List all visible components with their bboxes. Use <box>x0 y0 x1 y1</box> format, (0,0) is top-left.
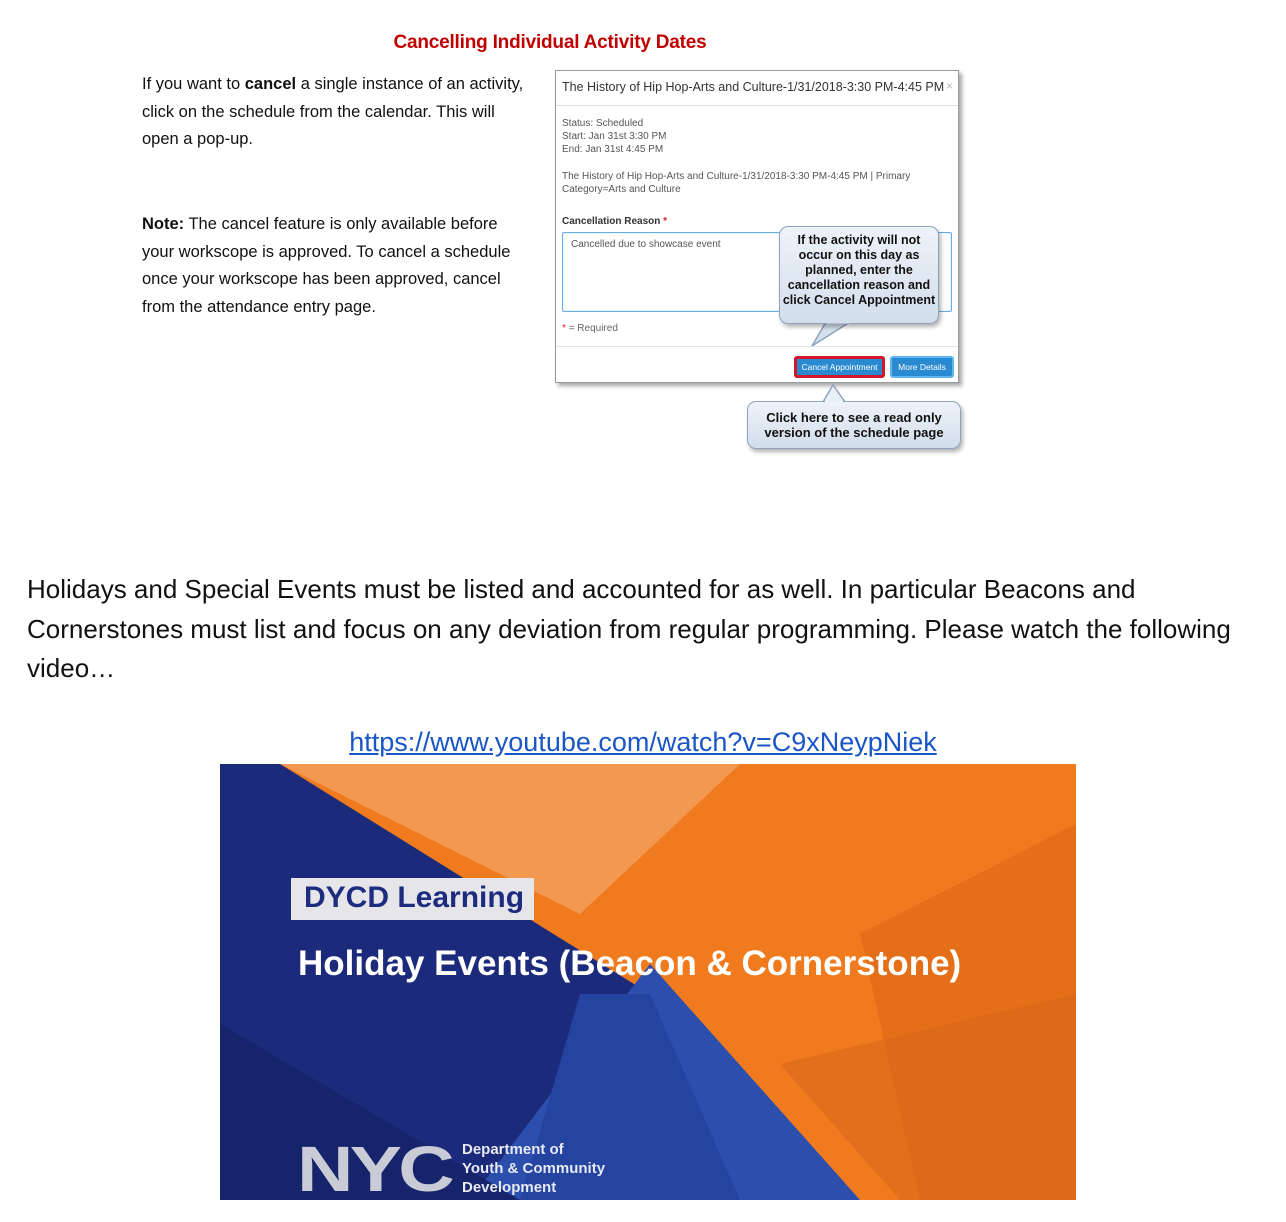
popup-footer-divider <box>556 346 958 347</box>
popup-title: The History of Hip Hop-Arts and Culture-1/31/2018-3:30 PM-4:45 PM <box>562 80 945 94</box>
department-name <box>462 1140 605 1197</box>
required-note-text: = Required <box>568 323 618 334</box>
close-icon[interactable]: × <box>946 79 954 93</box>
note-label: Note: <box>142 215 185 233</box>
required-star: * <box>663 216 668 227</box>
note-text: The cancel feature is only available before your workscope is approved. To cancel a schedule once your workscope has been approved, cancel from the attendance entry page. <box>142 215 511 316</box>
required-note <box>562 323 618 334</box>
activity-description: The History of Hip Hop-Arts and Culture-1/31/2018-3:30 PM-4:45 PM | Primary Category=Arts and Culture <box>562 171 911 195</box>
cancel-appointment-button[interactable]: Cancel Appointment <box>794 356 885 378</box>
status-text: Status: Scheduled <box>562 118 644 129</box>
intro-text-before: If you want to <box>142 75 245 93</box>
dycd-learning-text: DYCD Learning <box>304 881 525 914</box>
cancel-callout: If the activity will not occur on this day as planned, enter the cancellation reason and click Cancel Appointment <box>779 226 939 324</box>
more-details-button[interactable]: More Details <box>890 356 954 378</box>
youtube-video-link[interactable]: https://www.youtube.com/watch?v=C9xNeypNiek <box>349 727 937 757</box>
department-line-2: Youth & Community <box>462 1160 606 1177</box>
reason-label-text: Cancellation Reason <box>562 216 661 227</box>
cancellation-reason-label <box>562 216 667 227</box>
video-title: Holiday Events (Beacon & Cornerstone) <box>298 944 962 983</box>
popup-divider <box>556 105 958 106</box>
department-line-3: Development <box>462 1179 557 1196</box>
nyc-logo <box>297 1141 453 1195</box>
holiday-paragraph: Holidays and Special Events must be listed and accounted for as well. In particular Beacons and Cornerstones must list and focus on any deviation from regular programming. Please watch the following video… <box>27 574 1231 683</box>
start-text: Start: Jan 31st 3:30 PM <box>562 131 667 142</box>
video-thumbnail[interactable] <box>220 764 1076 1200</box>
required-note-star: * <box>562 323 566 334</box>
nyc-logo-text: NYC <box>297 1141 453 1195</box>
note-paragraph <box>142 211 532 321</box>
cancellation-reason-value: Cancelled due to showcase event <box>571 239 721 250</box>
video-link-row <box>0 727 1286 758</box>
details-callout: Click here to see a read only version of the schedule page <box>747 401 961 449</box>
section-title: Cancelling Individual Activity Dates <box>393 32 707 53</box>
intro-paragraph <box>142 71 532 154</box>
department-line-1: Department of <box>462 1141 564 1158</box>
intro-bold-word: cancel <box>244 75 297 93</box>
details-callout-pointer <box>823 385 845 402</box>
intro-text-after: a single instance of an activity, click on the schedule from the calendar. This will open a pop-up. <box>142 75 524 148</box>
end-text: End: Jan 31st 4:45 PM <box>562 144 664 155</box>
